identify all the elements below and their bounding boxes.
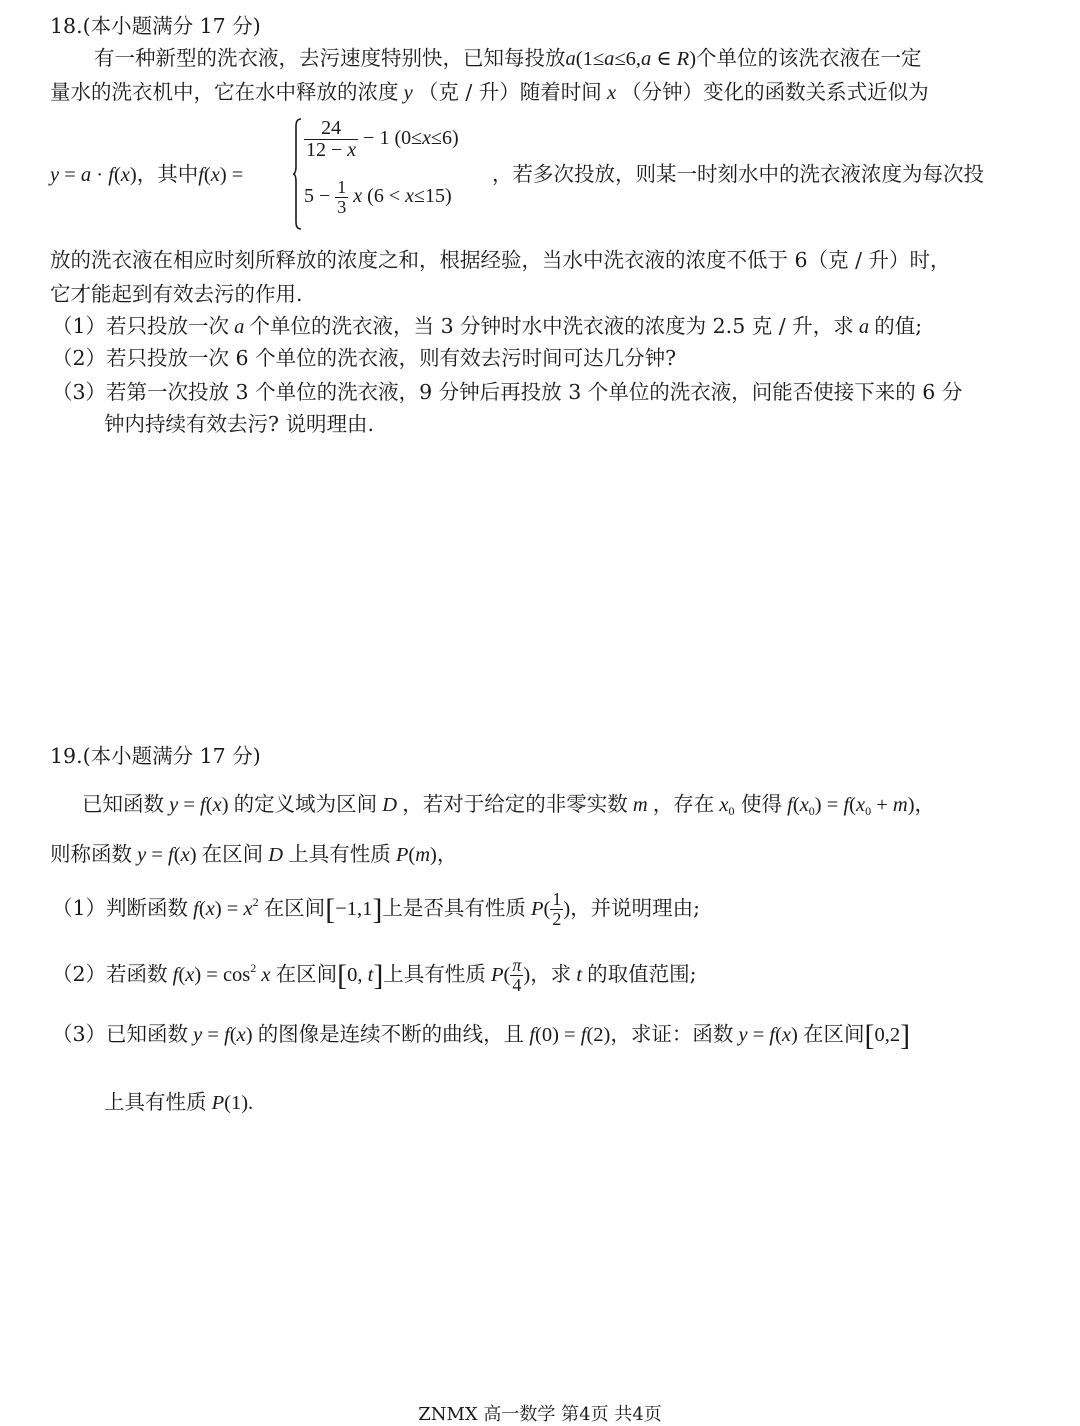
piecewise-brace — [292, 118, 302, 230]
q19-part-3: （3）已知函数 y = f(x) 的图像是连续不断的曲线，且 f(0) = f(2)，求证：函数 y = f(x) 在区间[0,2] — [52, 1019, 911, 1052]
q18-header: 18.(本小题满分 17 分) — [50, 14, 261, 38]
q19-line-2: 则称函数 y = f(x) 在区间 D 上具有性质 P(m)， — [50, 842, 458, 866]
q18-part-1: （1）若只投放一次 a 个单位的洗衣液，当 3 分钟时水中洗衣液的浓度为 2.5 克 / 升，求 a 的值; — [52, 314, 923, 338]
q19-line-1: 已知函数 y = f(x) 的定义域为区间 D ，若对于给定的非零实数 m ，存在 $x_0$ 使得 $f(x_0) = f(x_0 + m)$， — [82, 792, 936, 818]
q18-line-1: 有一种新型的洗衣液，去污速度特别快，已知每投放a(1≤a≤6,a ∈ R)个单位的该洗衣液在一定 — [94, 46, 922, 70]
q18-line-2: 量水的洗衣机中，它在水中释放的浓度 y （克 / 升）随着时间 x （分钟）变化的函数关系式近似为 — [50, 80, 929, 104]
q19-part-2: （2）若函数 $f(x) = \cos^2 x$ 在区间[0, t]上具有性质 P( $\frac{\pi}{4}$ )，求 t 的取值范围; — [52, 955, 697, 995]
piecewise-case-2: 5 − $\frac{1}{3}$ x (6 < x≤15) — [304, 177, 452, 217]
q18-part-3-line-1: （3）若第一次投放 3 个单位的洗衣液，9 分钟后再投放 3 个单位的洗衣液，问能否使接下来的 6 分 — [52, 380, 963, 404]
piecewise-case-1: $\frac{24}{12 - x}$ − 1 (0≤x≤6) — [306, 117, 459, 161]
q18-line-3-right: ，若多次投放，则某一时刻水中的洗衣液浓度为每次投 — [492, 162, 984, 186]
page-footer: ZNMX 高一数学 第4页 共4页 — [418, 1404, 662, 1425]
q18-line-5: 它才能起到有效去污的作用. — [50, 282, 303, 306]
q18-part-3-line-2: 钟内持续有效去污? 说明理由. — [104, 412, 375, 436]
q19-part-1: （1）判断函数 $f(x) = x^2$ 在区间[−1,1]上是否具有性质 P( $\frac{1}{2}$ )，并说明理由; — [52, 889, 701, 929]
q19-header: 19.(本小题满分 17 分) — [50, 744, 261, 768]
q18-part-2: （2）若只投放一次 6 个单位的洗衣液，则有效去污时间可达几分钟? — [52, 346, 677, 370]
q18-line-4: 放的洗衣液在相应时刻所释放的浓度之和，根据经验，当水中洗衣液的浓度不低于 6（克 / 升）时， — [50, 248, 951, 272]
q18-line-3-left: y = a · f(x)，其中f(x) = — [50, 162, 244, 186]
q19-part-3-line-2: 上具有性质 P(1). — [104, 1090, 254, 1114]
